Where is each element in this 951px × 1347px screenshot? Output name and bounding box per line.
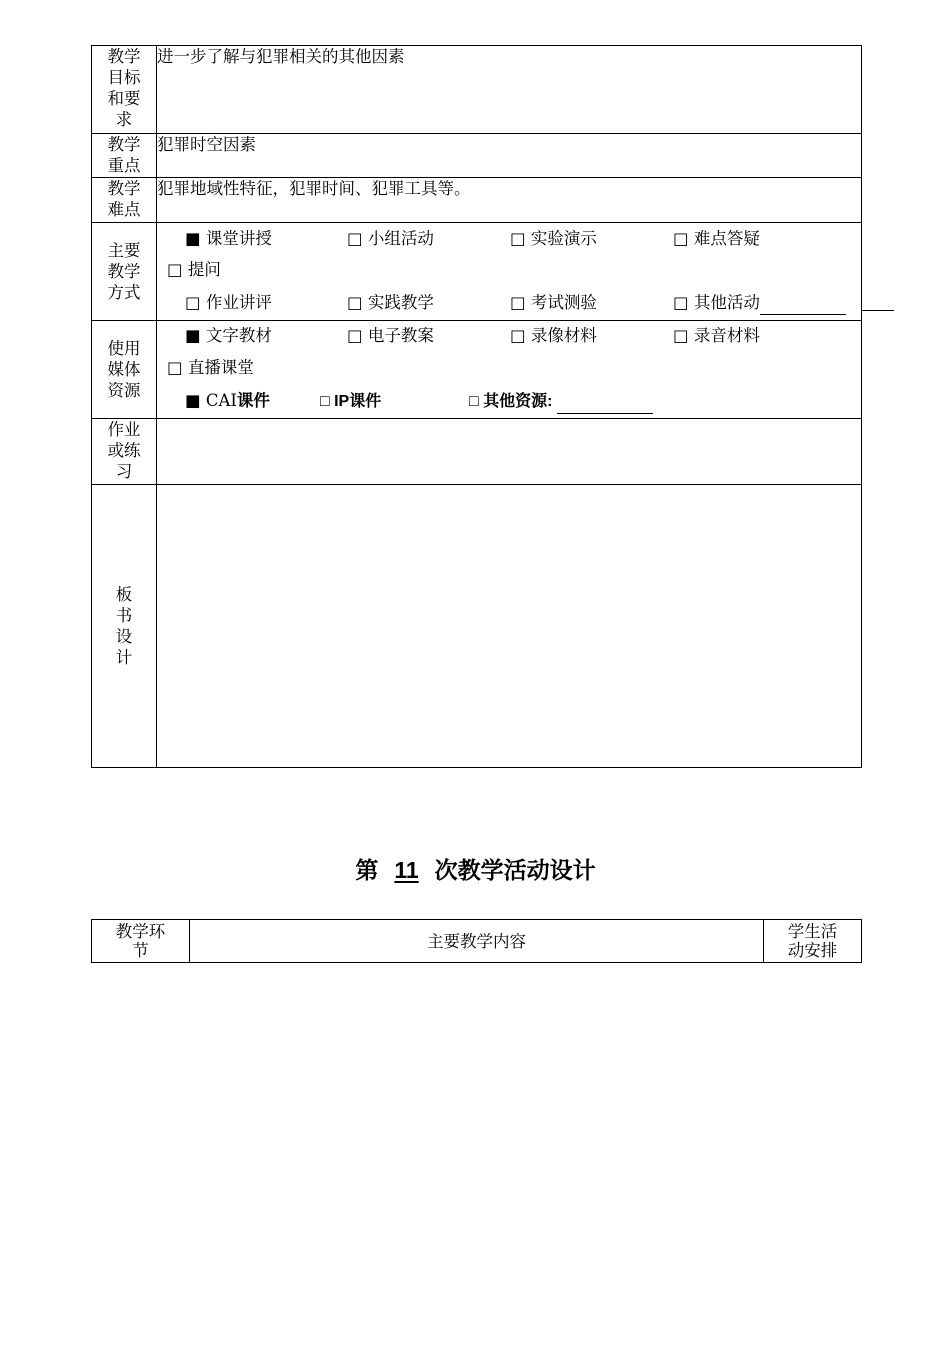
methods-label: 主要教学方式 (92, 223, 157, 321)
method-option-homework-review[interactable]: □ 作业讲评 (185, 293, 272, 312)
col-student-activity: 学生活动安排 (764, 920, 862, 963)
difficulties-row (92, 178, 862, 223)
method-option-demo[interactable]: □ 实验演示 (510, 229, 597, 248)
media-option-ip[interactable]: □ IP课件 (320, 393, 382, 410)
media-label: 使用媒体资源 (92, 321, 157, 419)
media-option-other[interactable]: □ 其他资源: (469, 391, 653, 414)
col-main-content: 主要教学内容 (190, 920, 764, 963)
difficulties-label: 教学难点 (92, 178, 157, 223)
activity-header-row (92, 920, 862, 963)
objectives-row (92, 46, 862, 134)
key-points-row (92, 134, 862, 178)
media-options (157, 321, 862, 419)
objectives-content: 进一步了解与犯罪相关的其他因素 (157, 46, 862, 134)
other-resource-blank[interactable] (557, 391, 653, 414)
method-option-other[interactable]: □ 其他活动 (673, 292, 846, 315)
key-points-content: 犯罪时空因素 (157, 134, 862, 178)
trailing-underline (862, 310, 894, 311)
other-activity-blank[interactable] (760, 292, 846, 315)
media-option-audio[interactable]: □ 录音材料 (673, 326, 760, 345)
homework-content[interactable] (157, 419, 862, 485)
board-row (92, 485, 862, 768)
method-option-lecture[interactable]: ■ 课堂讲授 (185, 229, 272, 248)
method-option-question[interactable]: □ 提问 (167, 260, 221, 279)
method-option-group[interactable]: □ 小组活动 (347, 229, 434, 248)
methods-row (92, 223, 862, 321)
media-option-cai[interactable]: ■ CAI课件 (185, 391, 270, 410)
lesson-plan-table (91, 45, 862, 768)
board-content[interactable] (157, 485, 862, 768)
objectives-label: 教学目标和要求 (92, 46, 157, 134)
media-option-text[interactable]: ■ 文字教材 (185, 326, 272, 345)
difficulties-content: 犯罪地域性特征，犯罪时间、犯罪工具等。 (157, 178, 862, 223)
homework-row (92, 419, 862, 485)
activity-number: 11 (394, 857, 419, 883)
media-option-e-plan[interactable]: □ 电子教案 (347, 326, 434, 345)
board-label: 板书设计 (92, 485, 157, 768)
activity-design-table (91, 919, 862, 963)
methods-options (157, 223, 862, 321)
method-option-practice[interactable]: □ 实践教学 (347, 293, 434, 312)
key-points-label: 教学重点 (92, 134, 157, 178)
media-option-live[interactable]: □ 直播课堂 (167, 358, 254, 377)
activity-heading: 第 11 次教学活动设计 (355, 857, 596, 883)
method-option-qa[interactable]: □ 难点答疑 (673, 229, 760, 248)
media-option-video[interactable]: □ 录像材料 (510, 326, 597, 345)
method-option-exam[interactable]: □ 考试测验 (510, 293, 597, 312)
media-row (92, 321, 862, 419)
homework-label: 作业或练习 (92, 419, 157, 485)
col-teaching-step: 教学环节 (92, 920, 190, 963)
